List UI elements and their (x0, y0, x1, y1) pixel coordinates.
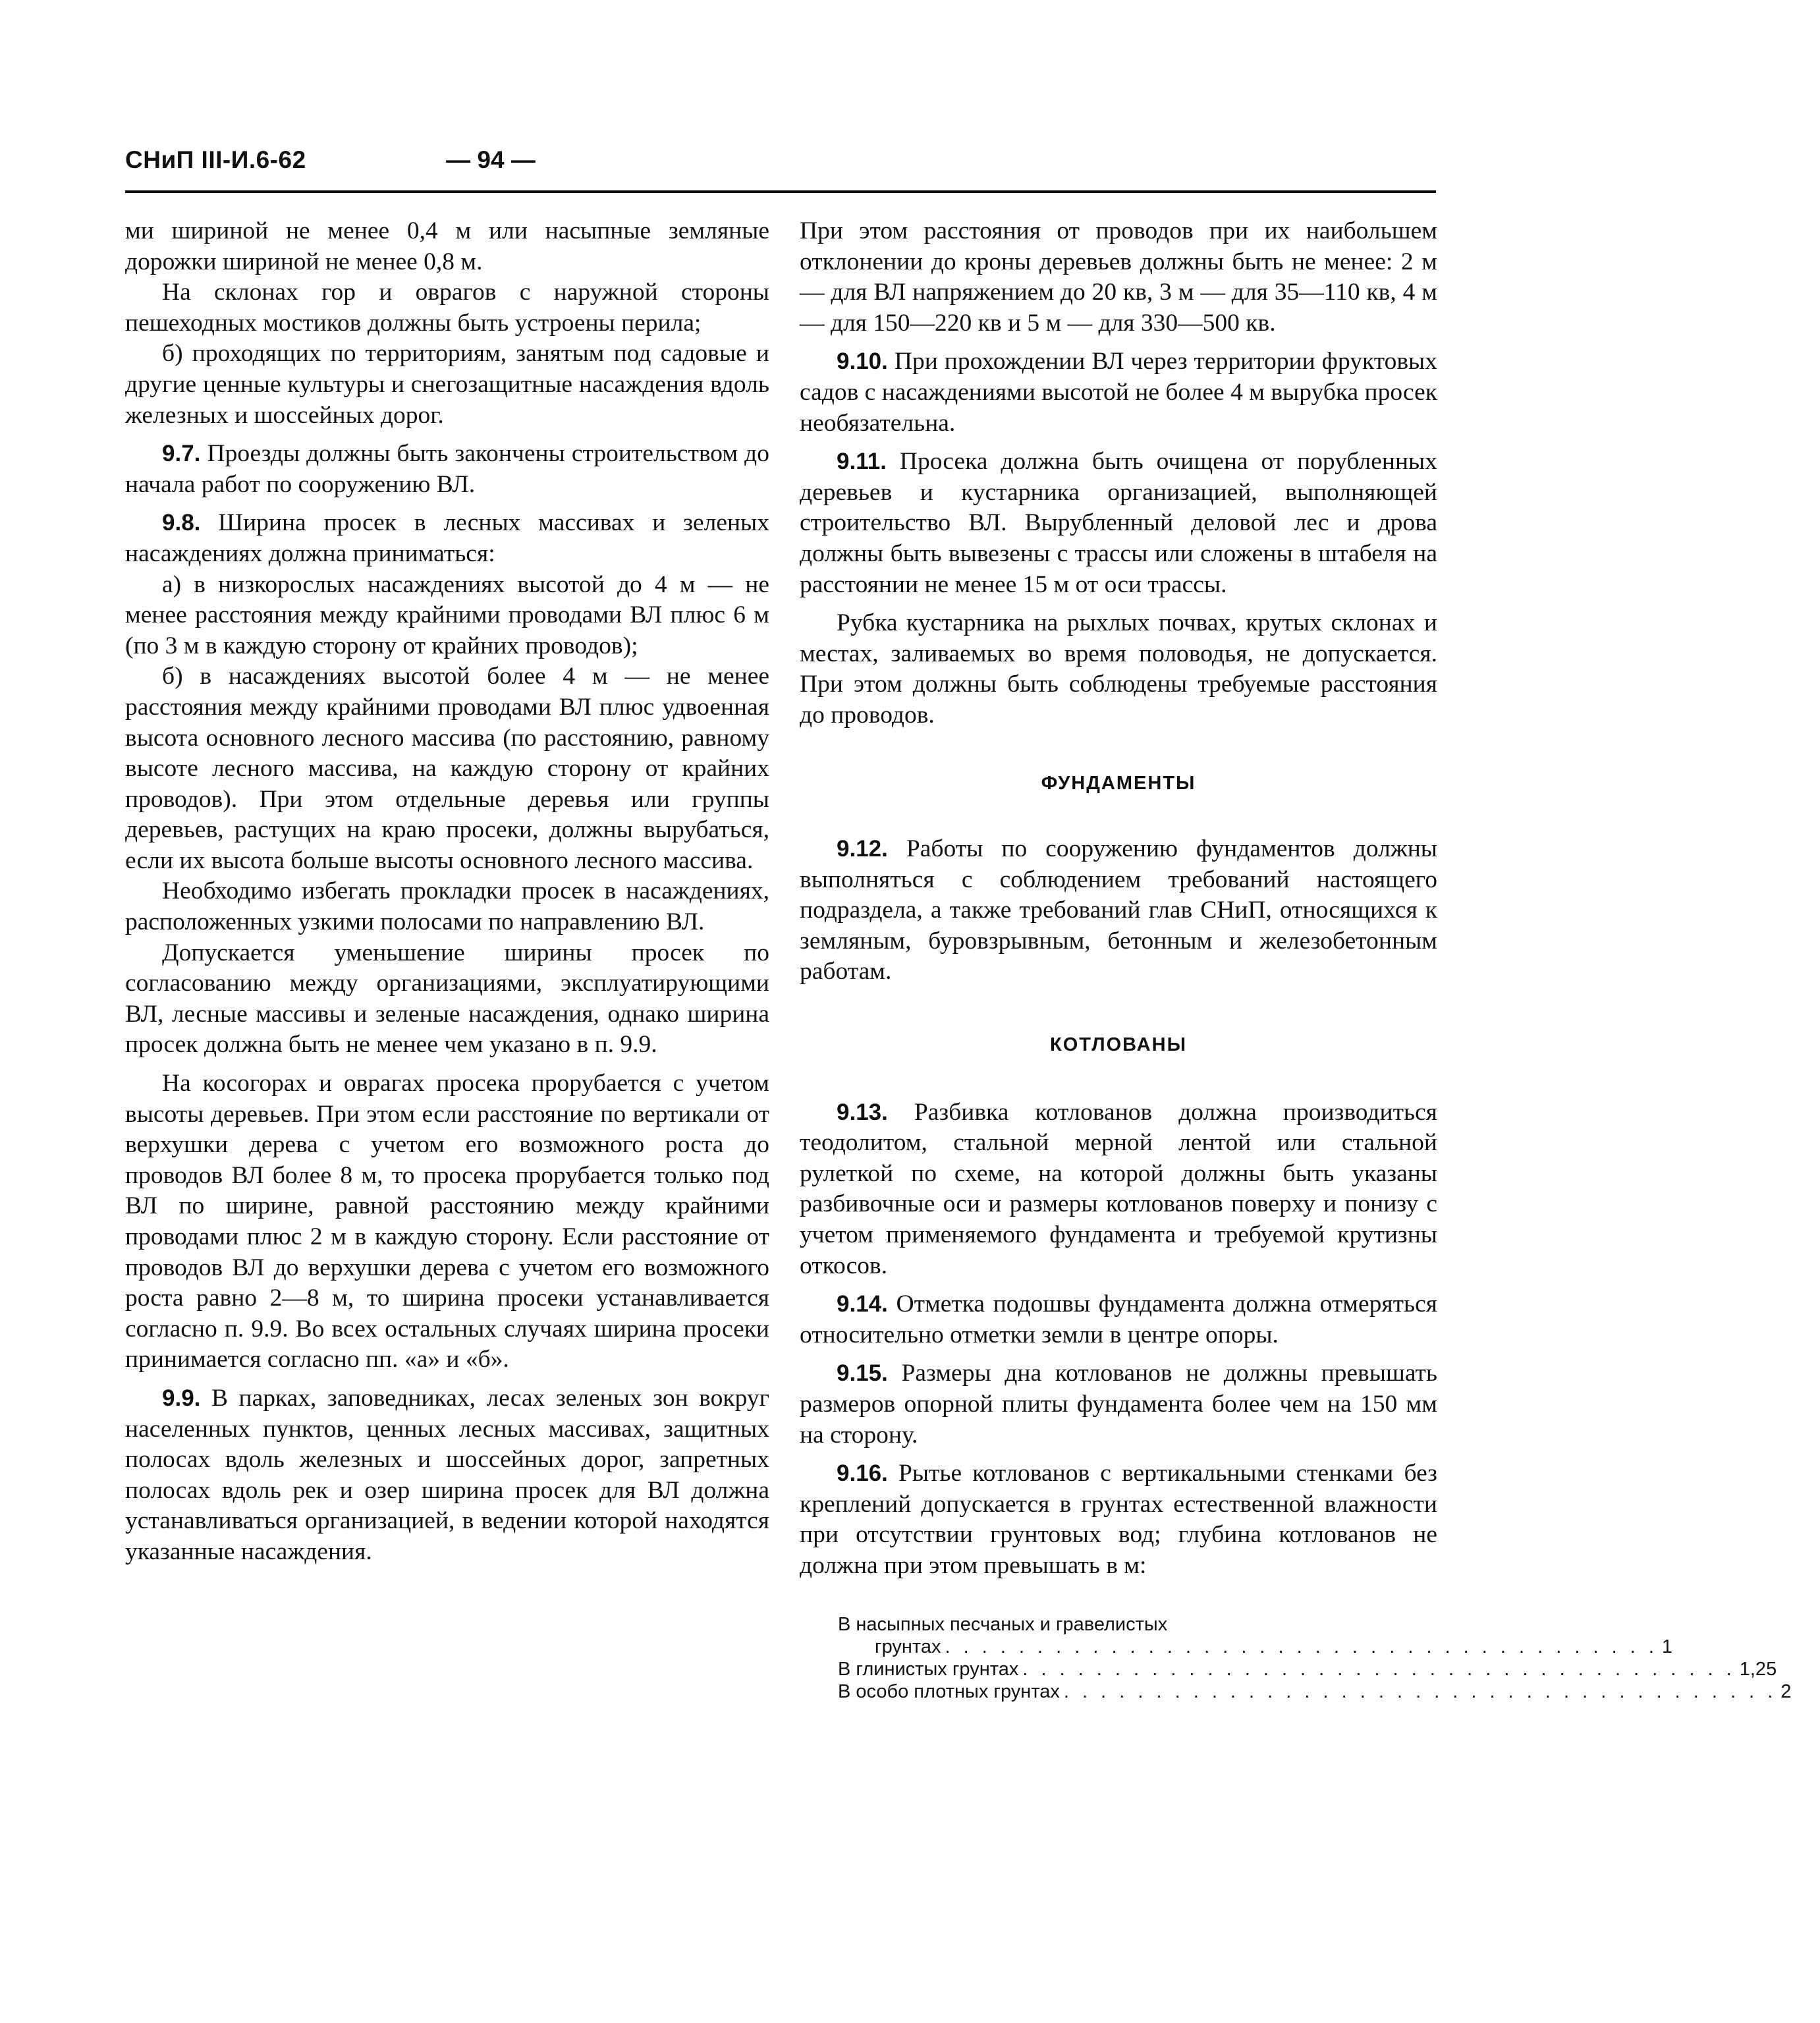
paragraph: ми шириной не менее 0,4 м или насыпные земляные дорожки шириной не менее 0,8 м. (125, 217, 769, 275)
list-item: а) в низкорослых насаждениях высотой до 4 м — не менее расстояния между крайними проводами ВЛ плюс 6 м (по 3 м в каждую сторону от крайних проводов); (125, 570, 769, 659)
clause-number: 9.8. (162, 510, 201, 536)
section-heading: КОТЛОВАНЫ (1050, 1034, 1187, 1056)
paragraph: Необходимо избегать прокладки просек в насаждениях, расположенных узкими полосами по направлению ВЛ. (125, 877, 769, 936)
clause-9-10 (800, 346, 1437, 439)
section-heading: ФУНДАМЕНТЫ (1041, 772, 1196, 794)
soil-label: грунтах (875, 1636, 941, 1657)
page-header (125, 146, 1436, 188)
soil-label: В особо плотных грунтах (838, 1680, 1060, 1702)
paragraph: б) проходящих по территориям, занятым под садовые и другие ценные культуры и снегозащитные насаждения вдоль железных и шоссейных дорог. (125, 340, 769, 429)
clause-9-9 (125, 1383, 769, 1568)
clause-text: Просека должна быть очищена от порубленных деревьев и кустарника организацией, выполняющей строительство ВЛ. Вырубленный деловой лес и дрова должны быть вывезены с трассы или сложены в штабеля на расстоянии не менее 15 м от оси трассы. (800, 448, 1437, 598)
paragraph: На склонах гор и оврагов с наружной стороны пешеходных мостиков должны быть устроены перила; (125, 279, 769, 337)
table-row (838, 1658, 1777, 1680)
table-row (838, 1636, 1673, 1658)
table-row (838, 1613, 1418, 1636)
clause-9-8 (125, 508, 769, 569)
clause-number: 9.7. (162, 441, 201, 467)
paragraph: Рубка кустарника на рыхлых почвах, крутых склонах и местах, заливаемых во время половодья, не допускается. При этом должны быть соблюдены требуемые расстояния до проводов. (800, 609, 1437, 729)
clause-text: Рытье котлованов с вертикальными стенками без креплений допускается в грунтах естественной влажности при отсутствии грунтовых вод; глубина котлованов не должна при этом превышать в м: (800, 1460, 1437, 1579)
document-code: СНиП III-И.6-62 (125, 146, 306, 173)
paragraph: При этом расстояния от проводов при их наибольшем отклонении до кроны деревьев должны быть не менее: 2 м — для ВЛ напряжением до 20 кв, 3 м — для 35—110 кв, 4 м — для 150—220 кв и 5 м — для 330—500 кв. (800, 217, 1437, 337)
clause-9-12 (800, 834, 1437, 987)
soil-label: В глинистых грунтах (838, 1658, 1019, 1680)
depth-value: 2 (1780, 1680, 1792, 1702)
dot-leader: . . . . . . . . . . . . . . . . . . . . . . . . . . . . . . . . . . . . . . . (1063, 1680, 1777, 1702)
soil-depth-table (838, 1613, 1792, 1703)
clause-9-14 (800, 1289, 1437, 1350)
clause-number: 9.14. (837, 1291, 888, 1317)
table-row (838, 1680, 1792, 1703)
dot-leader: . . . . . . . . . . . . . . . . . . . . . . . . . . . . . . . . . . . . . . . (1022, 1658, 1736, 1680)
clause-number: 9.12. (837, 836, 888, 862)
clause-9-16 (800, 1458, 1437, 1581)
clause-text: Размеры дна котлованов не должны превышать размеров опорной плиты фундамента более чем на 150 мм на сторону. (800, 1360, 1437, 1449)
dot-leader: . . . . . . . . . . . . . . . . . . . . . . . . . . . . . . . . . . . . . . . (945, 1636, 1658, 1657)
clause-text: В парках, заповедниках, лесах зеленых зон вокруг населенных пунктов, ценных лесных массивах, защитных полосах вдоль железных и шоссейных дорог, запретных полосах вдоль рек и озер ширина просек для ВЛ должна устанавливаться организацией, в ведении которой находятся указанные насаждения. (125, 1384, 769, 1565)
clause-text: Работы по сооружению фундаментов должны выполняться с соблюдением требований настоящего подраздела, а также требований глав СНиП, относящихся к земляным, буровзрывным, бетонным и железобетонным работам. (800, 835, 1438, 985)
clause-number: 9.11. (837, 449, 887, 475)
clause-number: 9.13. (837, 1099, 888, 1125)
depth-value: 1,25 (1739, 1658, 1777, 1680)
clause-number: 9.15. (837, 1360, 888, 1387)
clause-number: 9.10. (837, 348, 888, 375)
clause-9-11 (800, 447, 1437, 600)
paragraph: На косогорах и оврагах просека прорубается с учетом высоты деревьев. При этом если расстояние по вертикали от верхушки дерева с учетом его возможного роста до проводов ВЛ более 8 м, то просека прорубается только под ВЛ по ширине, равной расстоянию между крайними проводами плюс 2 м в каждую сторону. Если расстояние от проводов ВЛ до верхушки дерева с учетом его возможного роста равно 2—8 м, то ширина просеки устанавливается согласно п. 9.9. Во всех остальных случаях ширина просеки принимается согласно пп. «а» и «б». (125, 1070, 769, 1373)
clause-9-13 (800, 1097, 1437, 1282)
header-rule (125, 190, 1436, 193)
page-number: — 94 — (446, 146, 536, 173)
clause-9-15 (800, 1358, 1437, 1451)
clause-9-7 (125, 439, 769, 500)
clause-text: При прохождении ВЛ через территории фруктовых садов с насаждениями высотой не более 4 м вырубка просек необязательна. (800, 348, 1437, 437)
list-item: б) в насаждениях высотой более 4 м — не менее расстояния между крайними проводами ВЛ плюс удвоенная высота основного лесного массива (по расстоянию, равному высоте лесного массива, на каждую сторону от крайних проводов). При этом отдельные деревья или группы деревьев, растущих на краю просеки, должны вырубаться, если их высота больше высоты основного лесного массива. (125, 663, 769, 874)
soil-label: В насыпных песчаных и гравелистых (838, 1613, 1168, 1635)
clause-text: Проезды должны быть закончены строительством до начала работ по сооружению ВЛ. (125, 440, 769, 498)
paragraph: Допускается уменьшение ширины просек по согласованию между организациями, эксплуатирующими ВЛ, лесные массивы и зеленые насаждения, однако ширина просек должна быть не менее чем указано в п. 9.9. (125, 939, 769, 1059)
depth-value: 1 (1661, 1636, 1673, 1657)
clause-number: 9.9. (162, 1385, 201, 1411)
clause-text: Отметка подошвы фундамента должна отмеряться относительно отметки земли в центре опоры. (800, 1290, 1437, 1348)
clause-number: 9.16. (837, 1460, 888, 1487)
left-column (125, 216, 769, 1576)
clause-text: Ширина просек в лесных массивах и зеленых насаждениях должна приниматься: (125, 509, 770, 567)
right-column (800, 216, 1792, 1703)
clause-text: Разбивка котлованов должна производиться теодолитом, стальной мерной лентой или стальной рулеткой по схеме, на которой должны быть указаны разбивочные оси и размеры котлованов поверху и понизу с учетом применяемого фундамента и требуемой крутизны откосов. (800, 1098, 1438, 1279)
